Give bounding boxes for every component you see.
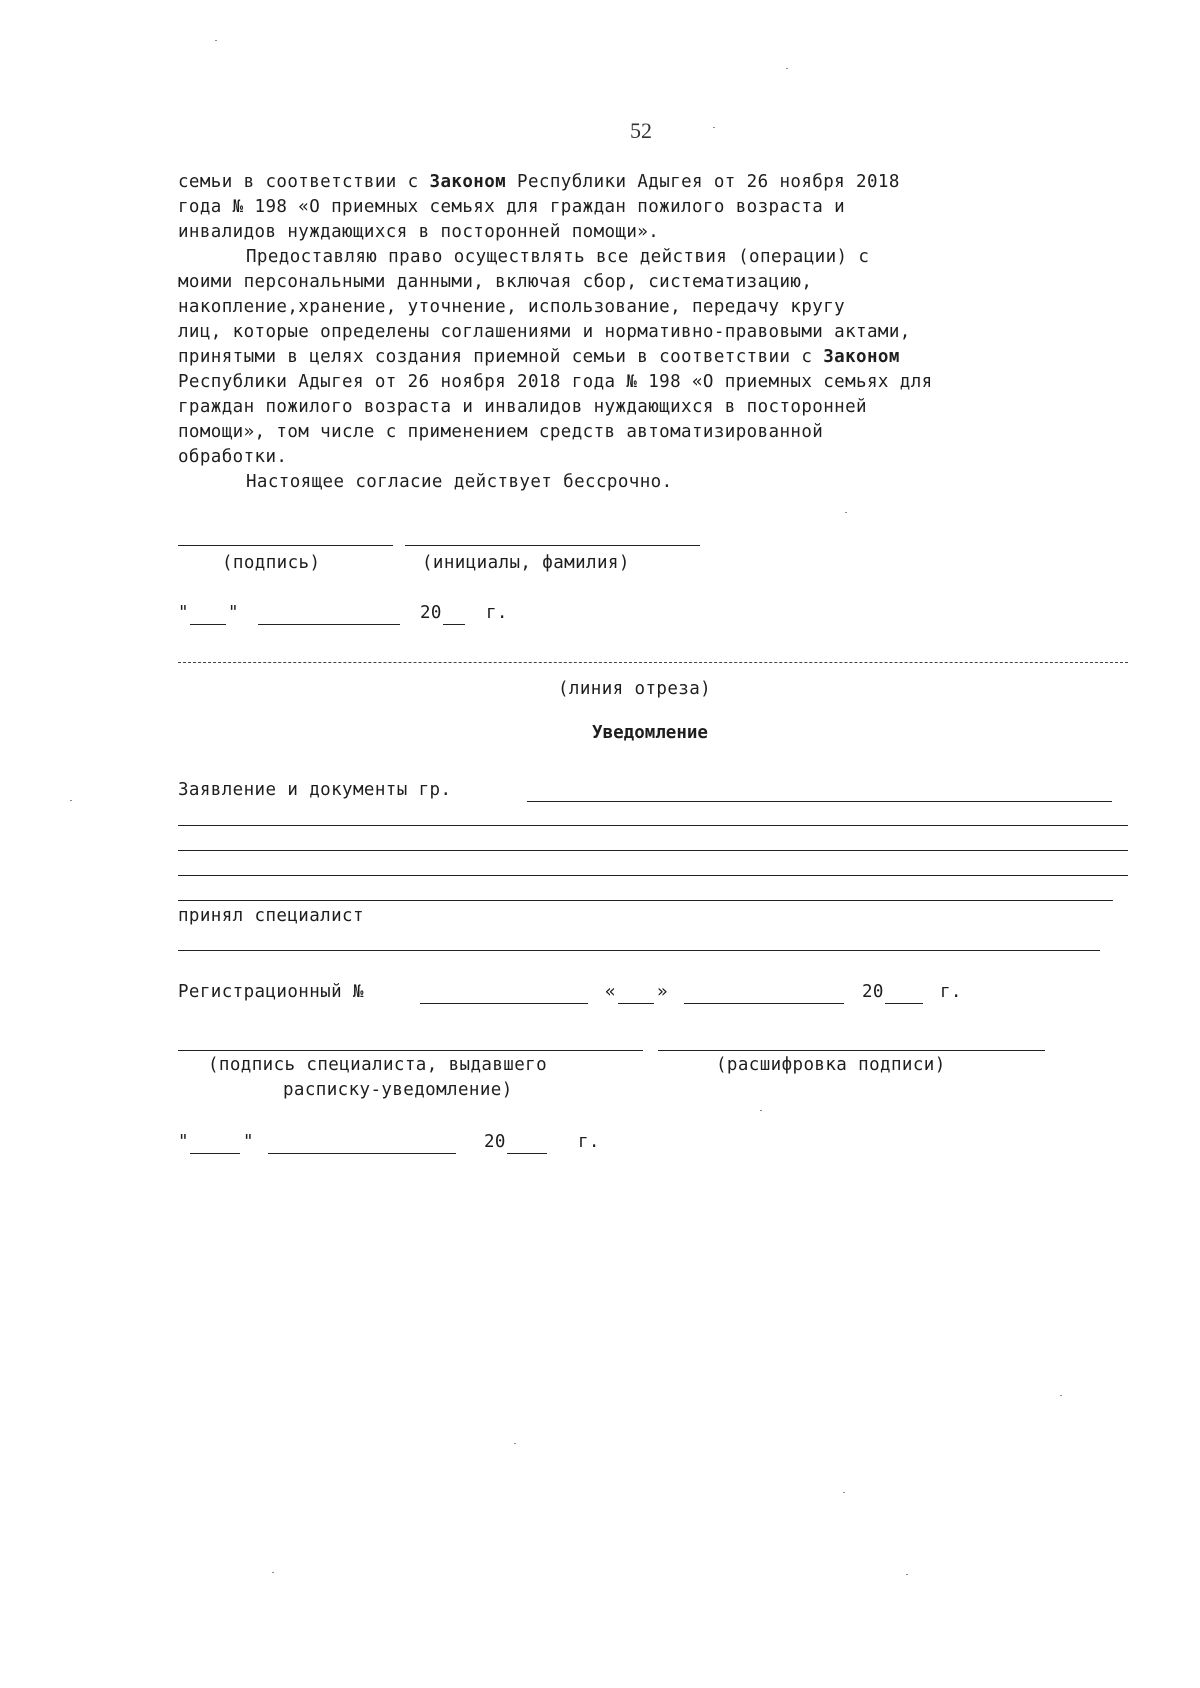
paragraph-line: Настоящее согласие действует бессрочно. [246, 472, 673, 492]
paragraph-line: лиц, которые определены соглашениями и нормативно-правовыми актами, [178, 322, 911, 342]
scan-speck [713, 127, 715, 128]
cut-line-label: (линия отреза) [558, 679, 712, 699]
date-day-blank [190, 624, 226, 625]
law-emphasis: Законом [823, 347, 900, 367]
registration-year-suffix: г. [940, 982, 962, 1002]
paragraph-line: семьи в соответствии с Законом Республики Адыгея от 26 ноября 2018 [178, 172, 900, 192]
application-blank-line [178, 900, 1113, 901]
scan-speck [906, 1574, 908, 1575]
date-year-suffix: г. [486, 603, 508, 623]
application-blank-line [178, 850, 1128, 851]
initials-line [405, 545, 700, 546]
scan-speck [215, 40, 217, 41]
registration-year-prefix: 20 [862, 982, 884, 1002]
registration-guillemet-open: « [605, 982, 616, 1002]
law-emphasis: Законом [429, 172, 507, 192]
paragraph-line: инвалидов нуждающихся в посторонней помощи». [178, 222, 660, 242]
scan-speck [514, 1443, 516, 1444]
paragraph-intro [178, 170, 1100, 245]
specialist-signature-line [178, 1050, 643, 1051]
cut-line [178, 662, 1128, 663]
date2-year-suffix: г. [578, 1132, 600, 1152]
registration-day-blank [618, 1003, 654, 1004]
date-quote-open: " [178, 603, 189, 623]
scan-speck [843, 1492, 845, 1493]
registration-guillemet-close: » [657, 982, 668, 1002]
registration-number-blank [420, 1003, 588, 1004]
application-blank-line [178, 825, 1128, 826]
scan-speck [70, 800, 72, 801]
application-name-blank [527, 801, 1112, 802]
paragraph-line: Предоставляю право осуществлять все действия (операции) с [246, 247, 870, 267]
notice-heading: Уведомление [592, 723, 708, 743]
date2-quote-open: " [178, 1132, 189, 1152]
date-year-prefix: 20 [420, 603, 442, 623]
application-label: Заявление и документы гр. [178, 780, 452, 800]
date-year-blank [443, 624, 465, 625]
date-month-blank [258, 624, 400, 625]
paragraph-validity [178, 470, 1100, 495]
scan-speck [760, 1110, 762, 1111]
accepted-label: принял специалист [178, 906, 364, 926]
application-blank-line [178, 875, 1128, 876]
signature-label: (подпись) [222, 553, 321, 573]
paragraph-line: обработки. [178, 447, 288, 467]
initials-label: (инициалы, фамилия) [422, 553, 630, 573]
specialist-signature-label-line2: расписку-уведомление) [283, 1080, 513, 1100]
page-number: 52 [630, 118, 652, 143]
scan-speck [272, 1572, 274, 1573]
date2-month-blank [268, 1153, 456, 1154]
signature-decoding-line [658, 1050, 1045, 1051]
signature-line [178, 545, 393, 546]
scan-speck [1060, 1395, 1062, 1396]
date2-day-blank [190, 1153, 240, 1154]
registration-month-blank [684, 1003, 844, 1004]
paragraph-line: года № 198 «О приемных семьях для граждан пожилого возраста и [178, 197, 846, 217]
date2-quote-close: " [243, 1132, 254, 1152]
paragraph-line: помощи», том числе с применением средств автоматизированной [178, 422, 824, 442]
scan-speck [845, 512, 847, 513]
specialist-signature-label: (подпись специалиста, выдавшего [208, 1055, 548, 1075]
date2-year-blank [507, 1153, 547, 1154]
registration-year-blank [885, 1003, 923, 1004]
scan-speck [786, 68, 788, 69]
paragraph-consent [178, 245, 1100, 470]
paragraph-line: Республики Адыгея от 26 ноября 2018 года № 198 «О приемных семьях для [178, 372, 933, 392]
date2-year-prefix: 20 [484, 1132, 506, 1152]
paragraph-line: принятыми в целях создания приемной семьи в соответствии с Законом [178, 347, 900, 367]
date-quote-close: " [228, 603, 239, 623]
paragraph-line: накопление,хранение, уточнение, использование, передачу кругу [178, 297, 846, 317]
signature-decoding-label: (расшифровка подписи) [716, 1055, 946, 1075]
specialist-blank-line [178, 950, 1100, 951]
paragraph-line: моими персональными данными, включая сбор, систематизацию, [178, 272, 813, 292]
registration-label: Регистрационный № [178, 982, 364, 1002]
paragraph-line: граждан пожилого возраста и инвалидов нуждающихся в посторонней [178, 397, 867, 417]
